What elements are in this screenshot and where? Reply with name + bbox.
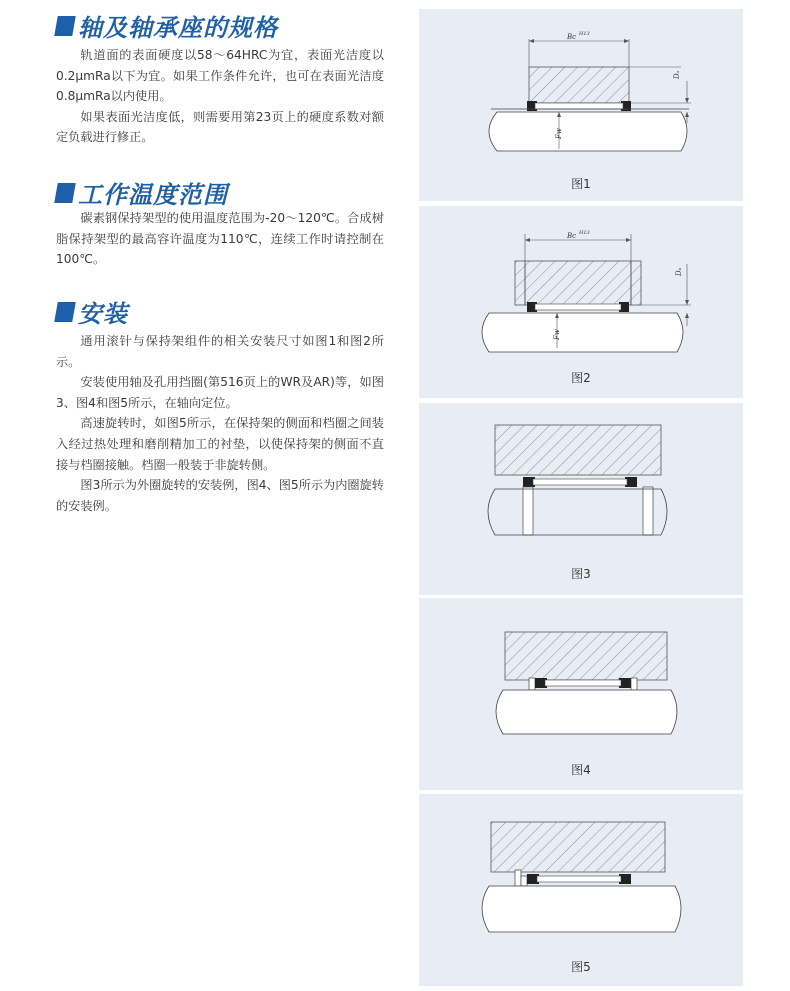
install-paragraph-4: 图3所示为外圈旋转的安装例，图4、图5所示为内圈旋转的安装例。 [56,478,384,513]
install-paragraph-2: 安装使用轴及孔用挡圈(第516页上的WR及AR)等，如图3、图4和图5所示，在轴向定位。 [56,375,384,410]
spec-paragraph-2: 如果表面光洁度低，则需要用第23页上的硬度系数对额定负载进行修正。 [56,109,384,145]
figure-1-panel [419,9,743,201]
figure-2-label-b-sup: H13 [579,230,590,236]
figure-2-label-d: Dₐ [675,267,683,276]
spec-body [56,45,384,148]
install-paragraph-3: 高速旋转时，如图5所示，在保持架的侧面和档圈之间装入经过热处理和磨削精加工的衬垫，以使保持架的侧面不直接与档圈接触。档圈一般装于非旋转侧。 [56,416,384,472]
figure-2-label-fw: Fw [553,329,561,340]
temperature-title: 工作温度范围 [78,181,228,209]
section-title-spec [56,8,278,43]
figure-2-caption: 图2 [571,371,591,385]
figure-1-drawing [419,9,743,201]
figure-5-panel [419,794,743,986]
heading-marker [54,302,76,322]
figure-1-label-fw: Fw [555,128,563,139]
spec-title: 轴及轴承座的规格 [78,14,278,42]
figure-3-panel [419,403,743,595]
section-title-install [56,294,128,329]
install-title: 安装 [78,300,128,328]
figure-3-caption: 图3 [571,567,591,581]
heading-marker [54,183,76,203]
figure-1-label-b-sup: H13 [579,31,590,37]
figure-4-caption: 图4 [571,763,591,777]
figure-1-caption: 图1 [571,177,591,191]
temperature-body [56,208,384,270]
figure-4-panel [419,598,743,790]
heading-marker [54,16,76,36]
spec-paragraph-1: 轨道面的表面硬度以58～64HRC为宜，表面光洁度以0.2μmRa以下为宜。如果工作条件允许，也可在表面光洁度0.8μmRa以内使用。 [56,48,384,104]
figure-5-caption: 图5 [571,960,591,974]
temperature-paragraph-1: 碳素钢保持架型的使用温度范围为-20～120℃。合成树脂保持架型的最高容许温度为110℃，连续工作时请控制在100℃。 [56,211,384,267]
figure-1-label-d: Dₐ [673,70,681,79]
install-body [56,331,384,516]
figure-2-label-b: Bc [567,232,577,240]
figure-2-panel [419,206,743,398]
section-title-temperature [56,175,228,210]
install-paragraph-1: 通用滚针与保持架组件的相关安装尺寸如图1和图2所示。 [56,334,384,369]
figure-1-label-b: Bc [567,33,577,41]
